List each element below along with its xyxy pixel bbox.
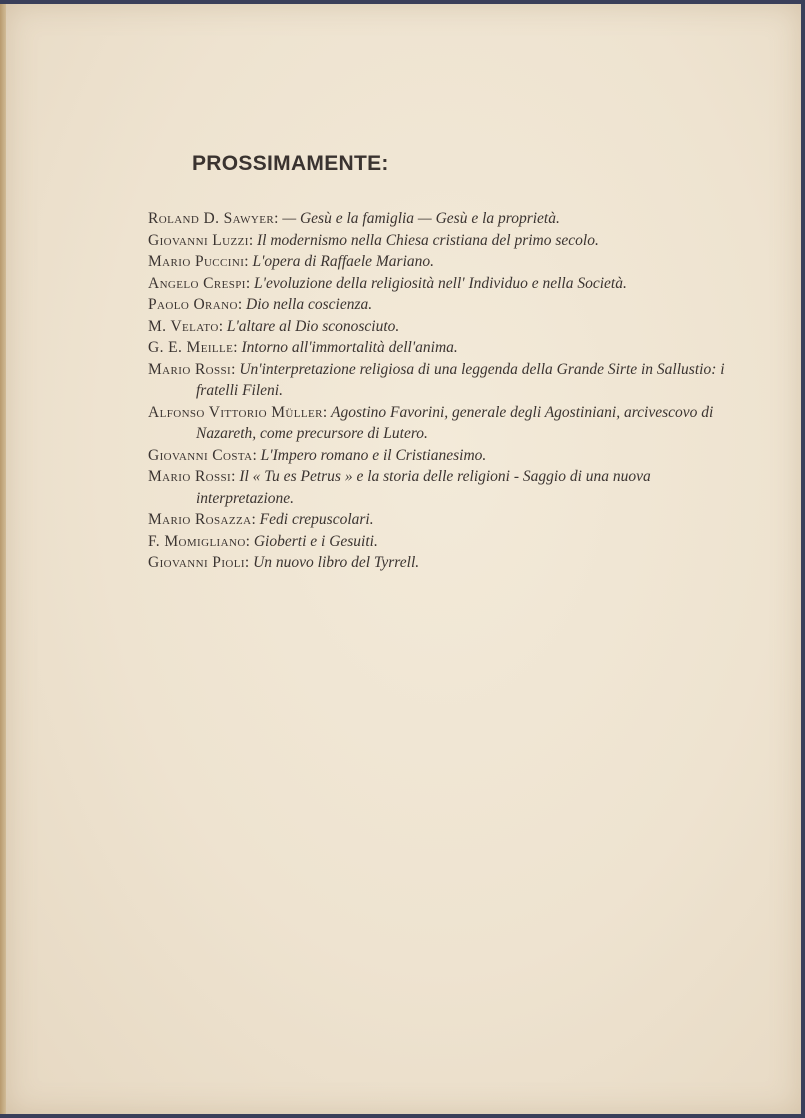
entry-author: Mario Rossi xyxy=(148,360,232,378)
entry-title: L'opera di Raffaele Mariano. xyxy=(252,253,435,270)
entry-title: L'Impero romano e il Cristianesimo. xyxy=(260,446,487,464)
entry-author: Angelo Crespi xyxy=(148,274,246,292)
entry-title: Fedi crepuscolari. xyxy=(259,511,374,528)
entry-author: G. E. Meille xyxy=(148,339,234,356)
list-item: Mario Rossi: Il « Tu es Petrus » e la storia delle religioni - Saggio di una nuova interpretazione. xyxy=(148,468,651,507)
entry-author: Giovanni Pioli xyxy=(148,554,245,571)
entry-author: Paolo Orano xyxy=(148,296,238,313)
list-item: Mario Rossi: Un'interpretazione religiosa di una leggenda della Grande Sirte in Sallustio: i fratelli Fileni. xyxy=(148,360,725,399)
entry-author: Giovanni Costa xyxy=(148,446,253,464)
page-heading: PROSSIMAMENTE: xyxy=(192,152,389,175)
entry-title: Gioberti e i Gesuiti. xyxy=(253,532,378,550)
entry-title: Agostino Favorini, generale degli Agostiniani, arcivescovo di Nazareth, come precursore di Lutero. xyxy=(196,403,714,442)
entry-title: Il modernismo nella Chiesa cristiana del primo secolo. xyxy=(257,231,599,249)
list-item: Mario Puccini: L'opera di Raffaele Mariano. xyxy=(148,253,435,270)
list-item: Angelo Crespi: L'evoluzione della religiosità nell' Individuo e nella Società. xyxy=(148,274,627,292)
list-item: Roland D. Sawyer: — Gesù e la famiglia — Gesù e la proprietà. xyxy=(148,210,560,227)
entry-title: Intorno all'immortalità dell'anima. xyxy=(241,339,458,356)
entry-title: Il « Tu es Petrus » e la storia delle religioni - Saggio di una nuova interpretazione. xyxy=(196,468,651,507)
list-item: G. E. Meille: Intorno all'immortalità dell'anima. xyxy=(148,339,458,356)
entry-author: Alfonso Vittorio Müller xyxy=(148,403,323,421)
entry-title: L'altare al Dio sconosciuto. xyxy=(226,317,400,335)
entry-title: Un'interpretazione religiosa di una leggenda della Grande Sirte in Sallustio: i fratelli Fileni. xyxy=(196,360,725,399)
list-item: M. Velato: L'altare al Dio sconosciuto. xyxy=(148,317,400,335)
entry-author: Giovanni Luzzi xyxy=(148,231,249,249)
entry-title: L'evoluzione della religiosità nell' Individuo e nella Società. xyxy=(254,274,627,292)
entry-author: Mario Rosazza xyxy=(148,511,252,528)
entry-author: M. Velato xyxy=(148,317,219,335)
entry-title: Dio nella coscienza. xyxy=(246,296,373,313)
entry-title: — Gesù e la famiglia — Gesù e la proprietà. xyxy=(282,210,560,227)
forthcoming-list xyxy=(148,208,733,574)
list-item: Paolo Orano: Dio nella coscienza. xyxy=(148,296,373,313)
list-item: Mario Rosazza: Fedi crepuscolari. xyxy=(148,511,374,528)
entry-author: Mario Rossi xyxy=(148,468,232,485)
entry-author: Mario Puccini xyxy=(148,253,245,270)
entry-author: Roland D. Sawyer xyxy=(148,210,275,227)
entry-author: F. Momigliano xyxy=(148,532,246,550)
list-item: Giovanni Pioli: Un nuovo libro del Tyrrell. xyxy=(148,554,420,571)
list-item: Alfonso Vittorio Müller: Agostino Favorini, generale degli Agostiniani, arcivescovo di Nazareth, come precursore di Lutero. xyxy=(148,403,714,442)
list-item: F. Momigliano: Gioberti e i Gesuiti. xyxy=(148,532,378,550)
list-item: Giovanni Luzzi: Il modernismo nella Chiesa cristiana del primo secolo. xyxy=(148,231,599,249)
entry-title: Un nuovo libro del Tyrrell. xyxy=(253,554,420,571)
list-item: Giovanni Costa: L'Impero romano e il Cristianesimo. xyxy=(148,446,487,464)
